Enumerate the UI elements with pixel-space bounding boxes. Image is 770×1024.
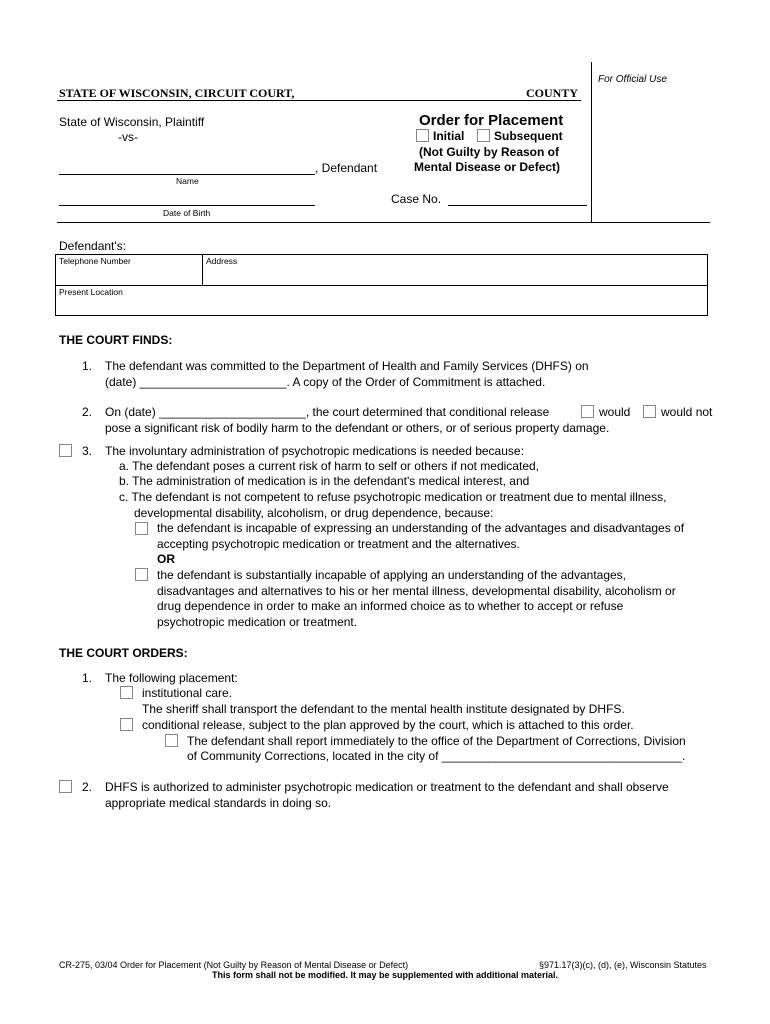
defendant-box-divider (202, 254, 203, 285)
conditional-release-checkbox[interactable] (120, 718, 133, 731)
report-doc-checkbox[interactable] (165, 734, 178, 747)
order-title: Order for Placement (419, 112, 564, 129)
finds-item1-line1: The defendant was committed to the Department of Health and Family Services (DHFS) on (105, 359, 589, 373)
orders-item2-number: 2. (82, 780, 93, 794)
opt2-line2: disadvantages and alternatives to his or her mental illness, developmental disability, alcoholism or (157, 584, 676, 598)
official-use-divider (591, 62, 592, 222)
official-use-label: For Official Use (598, 74, 667, 85)
defendants-heading: Defendant's: (59, 239, 127, 253)
vs-label: -vs- (118, 130, 138, 144)
defendant-name-field[interactable] (59, 174, 315, 175)
finds-item3-checkbox[interactable] (59, 444, 72, 457)
would-label: would (599, 405, 631, 419)
subsequent-label: Subsequent (494, 129, 563, 143)
defendant-box-row-rule (55, 285, 708, 286)
report-line2: of Community Corrections, located in the city of ____________________________________. (187, 749, 686, 763)
finds-item3-c1: c. The defendant is not competent to refuse psychotropic medication or treatment due to mental illness, (119, 490, 667, 504)
finds-item3-number: 3. (82, 444, 93, 458)
institutional-care-label: institutional care. (142, 686, 233, 700)
orders-item2-line2: appropriate medical standards in doing so. (105, 796, 332, 810)
case-no-label: Case No. (391, 192, 442, 206)
sheriff-transport-text: The sheriff shall transport the defendant to the mental health institute designated by DHFS. (142, 702, 625, 716)
dob-label: Date of Birth (163, 208, 211, 218)
orders-item1-number: 1. (82, 671, 93, 685)
opt1-line2: accepting psychotropic medication or treatment and the alternatives. (157, 537, 520, 551)
report-line1: The defendant shall report immediately to the office of the Department of Corrections, Division (187, 734, 686, 748)
orders-item2-line1: DHFS is authorized to administer psychotropic medication or treatment to the defendant and shall observe (105, 780, 669, 794)
telephone-label: Telephone Number (59, 256, 131, 266)
finds-item1-line2: (date) ______________________. A copy of the Order of Commitment is attached. (105, 375, 546, 389)
finds-item3-a: a. The defendant poses a current risk of harm to self or others if not medicated, (119, 459, 539, 473)
present-location-label: Present Location (59, 287, 123, 297)
finds-item2-text: On (date) ______________________, the court determined that conditional release (105, 405, 550, 419)
county-label: COUNTY (526, 86, 579, 100)
orders-item2-checkbox[interactable] (59, 780, 72, 793)
present-location-field[interactable] (58, 297, 704, 313)
orders-item1-text: The following placement: (105, 671, 238, 685)
caption-bottom-rule (57, 222, 710, 223)
would-not-checkbox[interactable] (643, 405, 656, 418)
initial-label: Initial (433, 129, 465, 143)
defendant-suffix: , Defendant (315, 161, 378, 175)
form-id: CR-275, 03/04 Order for Placement (Not Guilty by Reason of Mental Disease or Defect) (59, 960, 409, 970)
finds-item3-b: b. The administration of medication is in the defendant's medical interest, and (119, 474, 530, 488)
name-label: Name (176, 176, 199, 186)
court-finds-heading: THE COURT FINDS: (59, 333, 173, 347)
opt2-line4: psychotropic medication or treatment. (157, 615, 358, 629)
order-subtitle-1: (Not Guilty by Reason of (419, 145, 560, 159)
court-title: STATE OF WISCONSIN, CIRCUIT COURT, (59, 86, 295, 100)
opt1-line1: the defendant is incapable of expressing an understanding of the advantages and disadvantages of (157, 521, 685, 535)
finds-item3-c2: developmental disability, alcoholism, or drug dependence, because: (134, 506, 494, 520)
subsequent-checkbox[interactable] (477, 129, 490, 142)
would-not-label: would not (661, 405, 713, 419)
finds-item1-number: 1. (82, 359, 93, 373)
institutional-care-checkbox[interactable] (120, 686, 133, 699)
statutes-reference: §971.17(3)(c), (d), (e), Wisconsin Statutes (539, 960, 707, 970)
modification-notice: This form shall not be modified. It may be supplemented with additional material. (211, 970, 559, 980)
finds-item2-number: 2. (82, 405, 93, 419)
address-field[interactable] (205, 266, 705, 282)
plaintiff-label: State of Wisconsin, Plaintiff (59, 115, 205, 129)
case-no-field[interactable] (448, 205, 587, 206)
would-checkbox[interactable] (581, 405, 594, 418)
conditional-release-label: conditional release, subject to the plan approved by the court, which is attached to this order. (142, 718, 634, 732)
opt2-line1: the defendant is substantially incapable of applying an understanding of the advantages, (157, 568, 627, 582)
order-subtitle-2: Mental Disease or Defect) (414, 160, 561, 174)
opt2-line3: drug dependence in order to make an informed choice as to whether to accept or refuse (157, 599, 624, 613)
dob-field[interactable] (59, 205, 315, 206)
telephone-field[interactable] (58, 266, 198, 282)
finds-item2-line2: pose a significant risk of bodily harm to the defendant or others, or of serious property damage. (105, 421, 610, 435)
address-label: Address (206, 256, 238, 266)
or-label: OR (157, 552, 175, 566)
court-title-underline (57, 100, 581, 101)
incapable-expressing-checkbox[interactable] (135, 522, 148, 535)
finds-item3-text: The involuntary administration of psychotropic medications is needed because: (105, 444, 524, 458)
court-orders-heading: THE COURT ORDERS: (59, 646, 188, 660)
initial-checkbox[interactable] (416, 129, 429, 142)
incapable-applying-checkbox[interactable] (135, 568, 148, 581)
